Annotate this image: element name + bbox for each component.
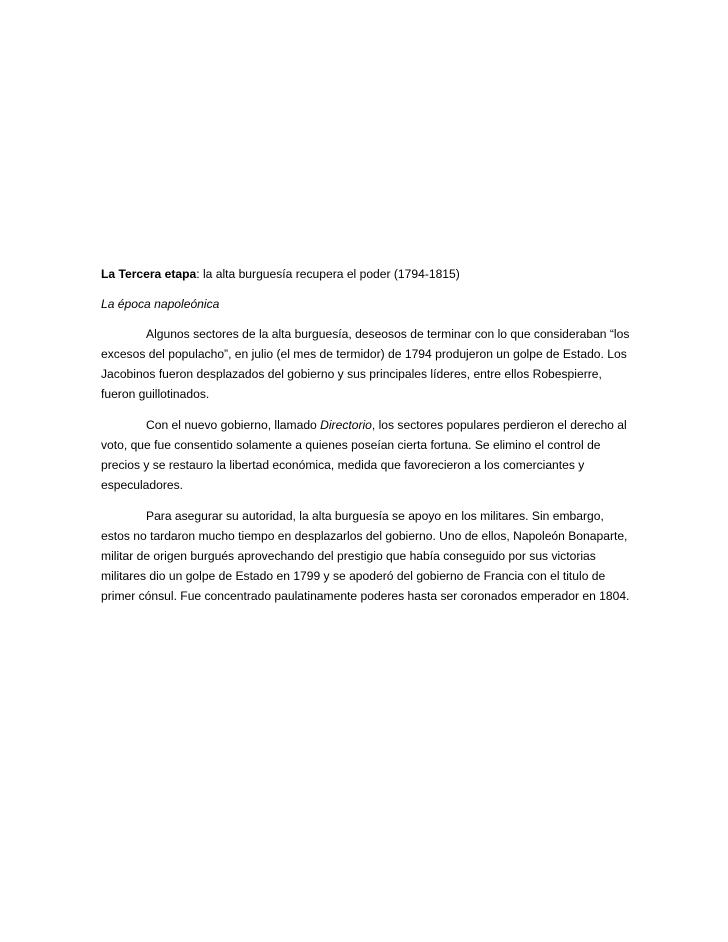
paragraph-2-start: Con el nuevo gobierno, llamado: [146, 418, 321, 432]
section-heading-rest: : la alta burguesía recupera el poder (1794-1815): [196, 267, 460, 281]
paragraph-1: Algunos sectores de la alta burguesía, deseosos de terminar con lo que consideraban “los excesos del populacho”, en julio (el mes de termidor) de 1794 produjeron un golpe de Estado. Los Jacobinos fueron desplazados del gobierno y sus principales líderes, entre ellos Robespierre, fueron guillotinados.: [101, 327, 630, 401]
paragraph-3: Para asegurar su autoridad, la alta burguesía se apoyo en los militares. Sin embargo, estos no tardaron mucho tiempo en desplazarlos del gobierno. Uno de ellos, Napoleón Bonaparte, militar de origen burgués aprovechando del prestigio que había conseguido por sus victorias militares dio un golpe de Estado en 1799 y se apoderó del gobierno de Francia con el titulo de primer cónsul. Fue concentrado paulatinamente poderes hasta ser coronados emperador en 1804.: [101, 509, 630, 603]
paragraph-2-italic-term: Directorio: [320, 418, 372, 432]
paragraph-2-end: , los sectores populares perdieron el derecho al voto, que fue consentido solamente a quienes poseían cierta fortuna. Se elimino el control de precios y se restauro la libertad económica, medida que favorecieron a los comerciantes y especuladores.: [101, 418, 627, 492]
document-body: [101, 264, 631, 617]
section-subtitle: La época napoleónica: [101, 297, 220, 311]
paragraph-2: [101, 415, 631, 495]
section-heading-bold: La Tercera etapa: [101, 267, 197, 281]
section-heading: [101, 264, 631, 284]
